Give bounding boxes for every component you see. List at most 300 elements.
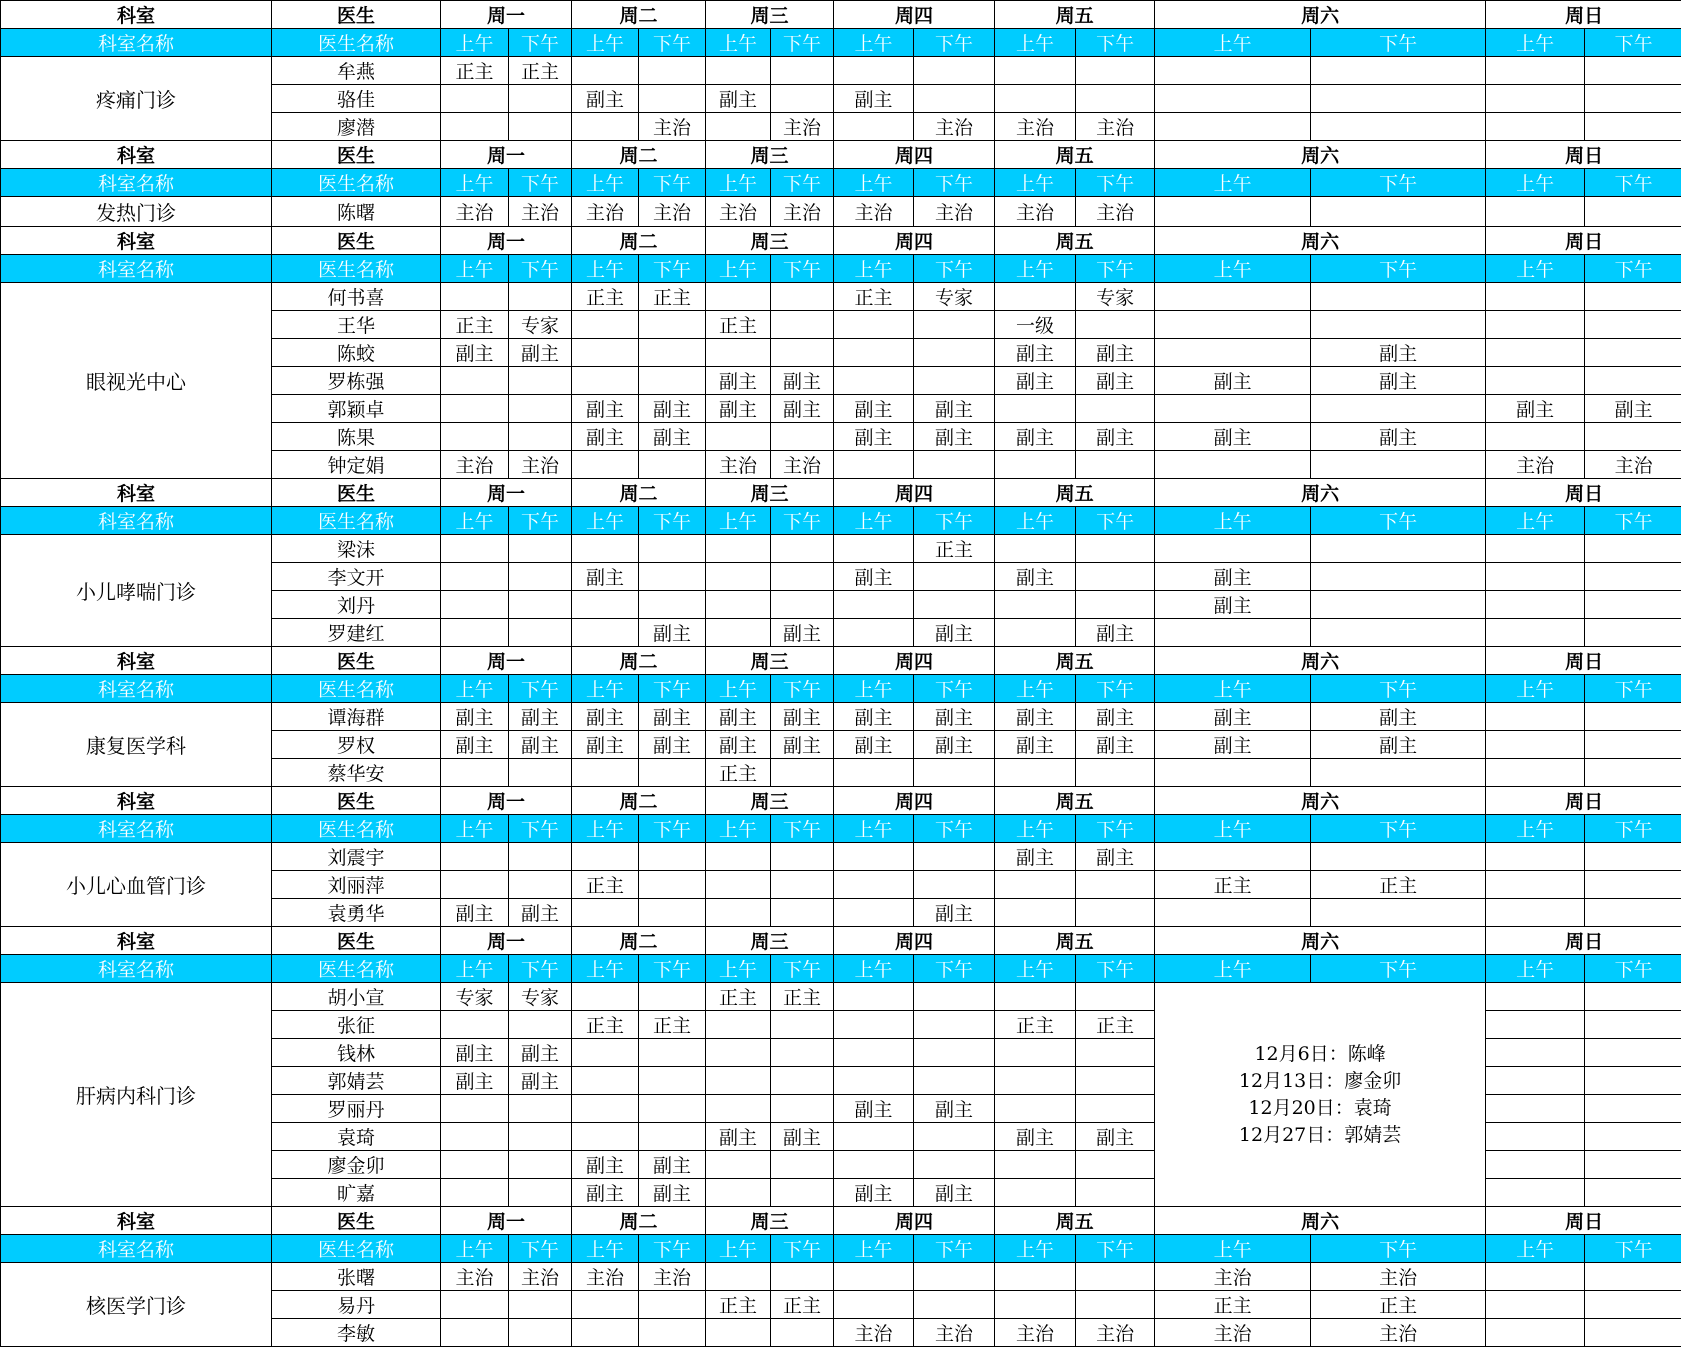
schedule-cell: 正主 — [706, 759, 771, 787]
am-tue-label: 上午 — [572, 169, 639, 197]
schedule-cell — [706, 1067, 771, 1095]
schedule-cell: 主治 — [572, 1263, 639, 1291]
schedule-cell — [706, 1319, 771, 1347]
schedule-cell — [1486, 423, 1585, 451]
schedule-cell — [572, 1319, 639, 1347]
schedule-cell — [1155, 339, 1311, 367]
schedule-cell — [771, 1067, 834, 1095]
subheader-row — [1, 675, 1681, 703]
schedule-cell: 副主 — [706, 1123, 771, 1151]
schedule-cell — [509, 591, 572, 619]
schedule-cell: 专家 — [509, 983, 572, 1011]
schedule-cell: 副主 — [509, 339, 572, 367]
schedule-cell: 副主 — [914, 423, 995, 451]
am-mon-label: 上午 — [441, 507, 509, 535]
am-thu-label: 上午 — [834, 675, 914, 703]
schedule-cell: 主治 — [1076, 197, 1155, 227]
schedule-cell: 副主 — [1155, 591, 1311, 619]
dept-name-cell: 发热门诊 — [1, 197, 272, 227]
schedule-cell — [706, 871, 771, 899]
schedule-cell — [1311, 535, 1486, 563]
header-day-tue: 周二 — [572, 787, 706, 815]
pm-mon-label: 下午 — [509, 815, 572, 843]
schedule-cell — [1155, 535, 1311, 563]
schedule-cell — [995, 1151, 1076, 1179]
subheader-doctor-name: 医生名称 — [272, 29, 441, 57]
saturday-note-cell — [1155, 983, 1486, 1207]
schedule-cell: 正主 — [441, 57, 509, 85]
schedule-cell: 主治 — [1311, 1263, 1486, 1291]
schedule-cell — [834, 311, 914, 339]
schedule-cell — [995, 57, 1076, 85]
schedule-cell — [509, 1095, 572, 1123]
schedule-cell — [572, 367, 639, 395]
schedule-cell: 专家 — [914, 283, 995, 311]
schedule-cell — [1076, 395, 1155, 423]
pm-sat-label: 下午 — [1311, 169, 1486, 197]
schedule-cell: 副主 — [1311, 703, 1486, 731]
schedule-cell — [1585, 1123, 1681, 1151]
schedule-cell — [834, 983, 914, 1011]
am-wed-label: 上午 — [706, 955, 771, 983]
schedule-cell — [1486, 591, 1585, 619]
pm-sun-label: 下午 — [1585, 955, 1681, 983]
schedule-cell: 正主 — [572, 871, 639, 899]
schedule-cell — [834, 57, 914, 85]
am-sun-label: 上午 — [1486, 169, 1585, 197]
am-wed-label: 上午 — [706, 1235, 771, 1263]
schedule-cell — [1311, 283, 1486, 311]
schedule-cell — [914, 85, 995, 113]
pm-sun-label: 下午 — [1585, 169, 1681, 197]
schedule-cell: 专家 — [441, 983, 509, 1011]
header-dept: 科室 — [1, 927, 272, 955]
schedule-cell — [995, 85, 1076, 113]
schedule-cell — [1486, 311, 1585, 339]
dept-name-cell: 肝病内科门诊 — [1, 983, 272, 1207]
schedule-cell: 副主 — [914, 899, 995, 927]
schedule-cell — [1486, 1319, 1585, 1347]
schedule-cell: 副主 — [1311, 731, 1486, 759]
schedule-cell: 副主 — [441, 703, 509, 731]
schedule-cell — [509, 283, 572, 311]
dept-name-cell: 康复医学科 — [1, 703, 272, 787]
schedule-cell — [441, 423, 509, 451]
schedule-cell — [509, 1291, 572, 1319]
schedule-cell: 主治 — [509, 451, 572, 479]
header-dept: 科室 — [1, 647, 272, 675]
doctor-name-cell: 陈曙 — [272, 197, 441, 227]
schedule-cell — [441, 113, 509, 141]
schedule-cell: 副主 — [1311, 367, 1486, 395]
header-day-sun: 周日 — [1486, 787, 1681, 815]
schedule-cell: 正主 — [771, 1291, 834, 1319]
schedule-cell: 副主 — [1155, 423, 1311, 451]
schedule-cell — [995, 899, 1076, 927]
schedule-cell — [995, 451, 1076, 479]
schedule-cell — [639, 843, 706, 871]
schedule-cell — [914, 451, 995, 479]
schedule-cell — [834, 899, 914, 927]
schedule-cell — [1155, 395, 1311, 423]
schedule-cell — [995, 1291, 1076, 1319]
schedule-cell — [1155, 113, 1311, 141]
header-day-fri: 周五 — [995, 1, 1155, 29]
schedule-cell — [441, 563, 509, 591]
schedule-cell: 专家 — [1076, 283, 1155, 311]
header-day-tue: 周二 — [572, 479, 706, 507]
pm-thu-label: 下午 — [914, 169, 995, 197]
schedule-cell — [995, 1095, 1076, 1123]
pm-thu-label: 下午 — [914, 815, 995, 843]
am-sat-label: 上午 — [1155, 675, 1311, 703]
schedule-cell — [1076, 1291, 1155, 1319]
schedule-cell — [1486, 85, 1585, 113]
header-day-wed: 周三 — [706, 479, 834, 507]
schedule-cell — [509, 395, 572, 423]
schedule-cell — [1585, 703, 1681, 731]
am-wed-label: 上午 — [706, 815, 771, 843]
schedule-cell — [834, 1123, 914, 1151]
am-sat-label: 上午 — [1155, 507, 1311, 535]
schedule-cell — [1585, 1095, 1681, 1123]
schedule-cell: 副主 — [834, 423, 914, 451]
schedule-cell: 正主 — [509, 57, 572, 85]
schedule-cell — [572, 113, 639, 141]
schedule-cell — [1585, 1151, 1681, 1179]
schedule-cell: 副主 — [1076, 619, 1155, 647]
schedule-cell — [1486, 367, 1585, 395]
subheader-row — [1, 29, 1681, 57]
schedule-cell: 副主 — [706, 85, 771, 113]
am-mon-label: 上午 — [441, 169, 509, 197]
table-row — [1, 703, 1681, 731]
schedule-cell: 副主 — [995, 1123, 1076, 1151]
schedule-cell — [509, 367, 572, 395]
am-tue-label: 上午 — [572, 815, 639, 843]
schedule-cell — [639, 451, 706, 479]
schedule-cell — [1585, 535, 1681, 563]
schedule-cell — [572, 759, 639, 787]
header-day-wed: 周三 — [706, 1207, 834, 1235]
schedule-cell — [1076, 85, 1155, 113]
doctor-name-cell: 牟燕 — [272, 57, 441, 85]
schedule-cell: 副主 — [771, 731, 834, 759]
header-row — [1, 647, 1681, 675]
doctor-name-cell: 易丹 — [272, 1291, 441, 1319]
schedule-cell — [1585, 1319, 1681, 1347]
schedule-cell: 副主 — [771, 1123, 834, 1151]
schedule-cell — [441, 1123, 509, 1151]
schedule-cell — [1486, 197, 1585, 227]
subheader-row — [1, 255, 1681, 283]
am-thu-label: 上午 — [834, 169, 914, 197]
schedule-cell — [441, 535, 509, 563]
doctor-name-cell: 罗丽丹 — [272, 1095, 441, 1123]
schedule-cell: 副主 — [706, 703, 771, 731]
schedule-cell: 副主 — [1155, 563, 1311, 591]
schedule-cell — [509, 759, 572, 787]
schedule-cell — [509, 1319, 572, 1347]
schedule-cell: 正主 — [1311, 1291, 1486, 1319]
schedule-cell: 副主 — [639, 1179, 706, 1207]
schedule-cell — [1076, 1263, 1155, 1291]
schedule-cell — [995, 1179, 1076, 1207]
schedule-cell: 副主 — [834, 85, 914, 113]
doctor-name-cell: 钱林 — [272, 1039, 441, 1067]
schedule-cell — [914, 591, 995, 619]
am-wed-label: 上午 — [706, 29, 771, 57]
pm-fri-label: 下午 — [1076, 29, 1155, 57]
pm-thu-label: 下午 — [914, 507, 995, 535]
schedule-cell — [1585, 339, 1681, 367]
schedule-cell: 副主 — [509, 1067, 572, 1095]
am-fri-label: 上午 — [995, 955, 1076, 983]
schedule-cell — [1585, 983, 1681, 1011]
am-sun-label: 上午 — [1486, 29, 1585, 57]
schedule-cell — [834, 759, 914, 787]
schedule-cell: 副主 — [771, 619, 834, 647]
schedule-cell: 副主 — [572, 423, 639, 451]
schedule-cell — [441, 85, 509, 113]
schedule-cell — [1311, 85, 1486, 113]
schedule-cell — [1486, 703, 1585, 731]
header-day-sun: 周日 — [1486, 1, 1681, 29]
schedule-cell — [441, 395, 509, 423]
schedule-cell — [1486, 843, 1585, 871]
schedule-cell: 主治 — [834, 1319, 914, 1347]
schedule-cell — [509, 1179, 572, 1207]
schedule-cell — [639, 339, 706, 367]
schedule-cell — [441, 1291, 509, 1319]
schedule-cell: 副主 — [572, 395, 639, 423]
schedule-cell: 副主 — [914, 395, 995, 423]
schedule-cell: 副主 — [1076, 843, 1155, 871]
am-mon-label: 上午 — [441, 955, 509, 983]
am-fri-label: 上午 — [995, 29, 1076, 57]
schedule-cell — [771, 423, 834, 451]
schedule-cell: 副主 — [1076, 423, 1155, 451]
schedule-cell — [1585, 423, 1681, 451]
schedule-cell — [1076, 1067, 1155, 1095]
header-day-thu: 周四 — [834, 647, 995, 675]
subheader-dept-name: 科室名称 — [1, 255, 272, 283]
schedule-cell: 副主 — [572, 1151, 639, 1179]
schedule-cell — [639, 311, 706, 339]
schedule-cell — [1311, 113, 1486, 141]
am-sat-label: 上午 — [1155, 1235, 1311, 1263]
schedule-cell: 主治 — [914, 197, 995, 227]
pm-tue-label: 下午 — [639, 29, 706, 57]
table-row — [1, 983, 1681, 1011]
header-day-mon: 周一 — [441, 479, 572, 507]
pm-tue-label: 下午 — [639, 255, 706, 283]
schedule-cell — [1155, 759, 1311, 787]
pm-tue-label: 下午 — [639, 1235, 706, 1263]
schedule-cell — [639, 1095, 706, 1123]
schedule-cell — [771, 1151, 834, 1179]
schedule-cell — [1486, 1039, 1585, 1067]
schedule-cell: 一级 — [995, 311, 1076, 339]
schedule-cell — [914, 759, 995, 787]
schedule-cell — [1076, 535, 1155, 563]
schedule-cell — [1076, 759, 1155, 787]
schedule-cell: 副主 — [995, 703, 1076, 731]
schedule-cell — [1076, 451, 1155, 479]
schedule-cell — [914, 563, 995, 591]
schedule-cell: 主治 — [771, 451, 834, 479]
schedule-cell — [1155, 843, 1311, 871]
pm-sun-label: 下午 — [1585, 815, 1681, 843]
doctor-name-cell: 罗权 — [272, 731, 441, 759]
pm-fri-label: 下午 — [1076, 815, 1155, 843]
schedule-cell: 副主 — [995, 843, 1076, 871]
schedule-cell — [639, 563, 706, 591]
pm-tue-label: 下午 — [639, 815, 706, 843]
schedule-cell — [441, 759, 509, 787]
header-dept: 科室 — [1, 141, 272, 169]
schedule-cell — [1585, 1179, 1681, 1207]
schedule-cell — [914, 1291, 995, 1319]
schedule-cell — [1486, 983, 1585, 1011]
schedule-cell: 副主 — [441, 731, 509, 759]
schedule-cell — [1585, 899, 1681, 927]
subheader-doctor-name: 医生名称 — [272, 169, 441, 197]
am-wed-label: 上午 — [706, 507, 771, 535]
schedule-cell — [771, 535, 834, 563]
schedule-cell — [1076, 983, 1155, 1011]
schedule-cell: 副主 — [834, 703, 914, 731]
am-sun-label: 上午 — [1486, 1235, 1585, 1263]
schedule-cell — [1585, 367, 1681, 395]
schedule-cell — [771, 759, 834, 787]
schedule-cell: 副主 — [509, 731, 572, 759]
schedule-cell — [639, 367, 706, 395]
schedule-cell — [1486, 899, 1585, 927]
header-day-tue: 周二 — [572, 927, 706, 955]
header-day-fri: 周五 — [995, 227, 1155, 255]
am-sun-label: 上午 — [1486, 955, 1585, 983]
schedule-cell: 副主 — [834, 1179, 914, 1207]
schedule-cell: 副主 — [1585, 395, 1681, 423]
pm-thu-label: 下午 — [914, 955, 995, 983]
schedule-cell — [706, 843, 771, 871]
schedule-cell — [639, 871, 706, 899]
header-day-tue: 周二 — [572, 227, 706, 255]
pm-mon-label: 下午 — [509, 1235, 572, 1263]
schedule-cell — [1311, 843, 1486, 871]
header-day-sat: 周六 — [1155, 647, 1486, 675]
header-day-thu: 周四 — [834, 787, 995, 815]
header-day-sat: 周六 — [1155, 1, 1486, 29]
am-fri-label: 上午 — [995, 507, 1076, 535]
schedule-cell — [1585, 871, 1681, 899]
schedule-cell — [1155, 451, 1311, 479]
schedule-cell — [572, 983, 639, 1011]
schedule-cell — [914, 1123, 995, 1151]
schedule-cell — [706, 57, 771, 85]
header-day-sat: 周六 — [1155, 141, 1486, 169]
header-dept: 科室 — [1, 227, 272, 255]
schedule-cell — [1155, 197, 1311, 227]
dept-name-cell: 小儿哮喘门诊 — [1, 535, 272, 647]
header-day-mon: 周一 — [441, 927, 572, 955]
schedule-cell — [995, 591, 1076, 619]
schedule-cell: 主治 — [509, 197, 572, 227]
schedule-cell — [1585, 759, 1681, 787]
schedule-cell — [441, 1319, 509, 1347]
header-day-wed: 周三 — [706, 227, 834, 255]
schedule-cell: 正主 — [706, 311, 771, 339]
schedule-cell: 副主 — [771, 395, 834, 423]
pm-sat-label: 下午 — [1311, 29, 1486, 57]
header-row — [1, 1207, 1681, 1235]
schedule-cell: 主治 — [639, 1263, 706, 1291]
header-row — [1, 787, 1681, 815]
schedule-cell — [639, 1291, 706, 1319]
schedule-cell — [572, 591, 639, 619]
subheader-row — [1, 1235, 1681, 1263]
pm-thu-label: 下午 — [914, 1235, 995, 1263]
schedule-cell — [1311, 899, 1486, 927]
schedule-cell — [1585, 311, 1681, 339]
doctor-name-cell: 郭婧芸 — [272, 1067, 441, 1095]
schedule-cell: 副主 — [706, 395, 771, 423]
schedule-cell — [771, 1095, 834, 1123]
schedule-cell — [1155, 283, 1311, 311]
pm-fri-label: 下午 — [1076, 255, 1155, 283]
header-dept: 科室 — [1, 1, 272, 29]
schedule-cell: 正主 — [706, 1291, 771, 1319]
schedule-cell: 副主 — [995, 367, 1076, 395]
schedule-cell: 主治 — [639, 197, 706, 227]
schedule-cell — [995, 1067, 1076, 1095]
doctor-name-cell: 罗建红 — [272, 619, 441, 647]
doctor-name-cell: 刘丽萍 — [272, 871, 441, 899]
header-day-sun: 周日 — [1486, 647, 1681, 675]
header-day-mon: 周一 — [441, 647, 572, 675]
am-fri-label: 上午 — [995, 169, 1076, 197]
am-thu-label: 上午 — [834, 507, 914, 535]
schedule-cell — [639, 759, 706, 787]
schedule-cell: 主治 — [639, 113, 706, 141]
schedule-cell — [706, 619, 771, 647]
subheader-dept-name: 科室名称 — [1, 1235, 272, 1263]
saturday-note-line: 12月6日：陈峰 — [1155, 1041, 1485, 1068]
schedule-cell — [706, 113, 771, 141]
subheader-dept-name: 科室名称 — [1, 815, 272, 843]
schedule-cell: 副主 — [1155, 367, 1311, 395]
schedule-cell — [834, 339, 914, 367]
schedule-cell: 副主 — [995, 339, 1076, 367]
schedule-cell — [441, 619, 509, 647]
schedule-cell — [771, 1011, 834, 1039]
header-dept: 科室 — [1, 479, 272, 507]
schedule-cell: 副主 — [914, 731, 995, 759]
schedule-cell — [1585, 731, 1681, 759]
schedule-cell — [771, 899, 834, 927]
header-day-fri: 周五 — [995, 927, 1155, 955]
schedule-cell — [509, 843, 572, 871]
schedule-cell: 副主 — [572, 1179, 639, 1207]
subheader-dept-name: 科室名称 — [1, 955, 272, 983]
am-mon-label: 上午 — [441, 1235, 509, 1263]
schedule-cell — [509, 563, 572, 591]
am-fri-label: 上午 — [995, 815, 1076, 843]
schedule-cell — [441, 367, 509, 395]
schedule-cell: 正主 — [1311, 871, 1486, 899]
header-day-fri: 周五 — [995, 479, 1155, 507]
